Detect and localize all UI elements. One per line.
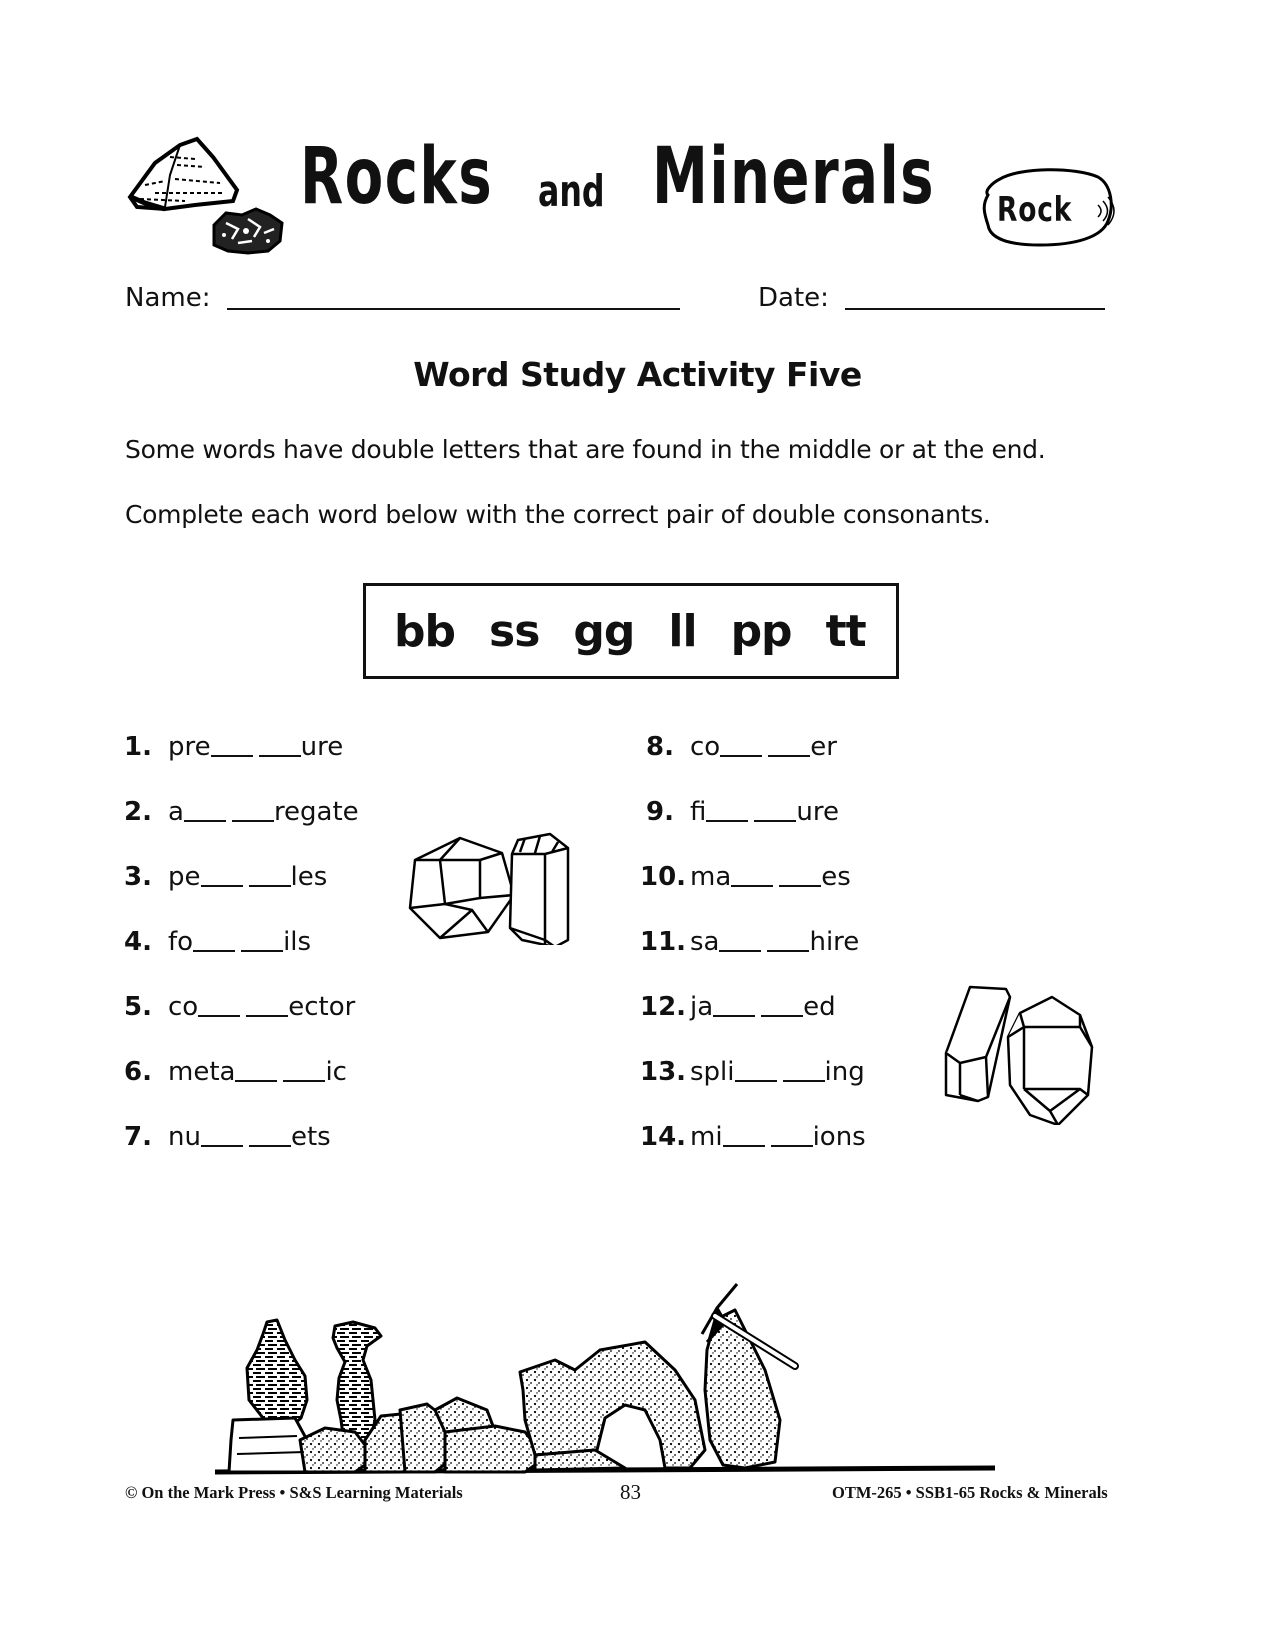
name-field[interactable] <box>227 308 680 310</box>
instruction-2: Complete each word below with the correct pair of double consonants. <box>125 500 991 529</box>
rough-rock-icon <box>208 205 286 255</box>
answer-blank[interactable] <box>735 1080 777 1082</box>
title-rocks: Rocks <box>300 132 494 222</box>
exercise-item: 3. pe les <box>124 862 328 892</box>
answer-blank[interactable] <box>761 1015 803 1017</box>
header <box>0 0 1275 260</box>
answer-blank[interactable] <box>767 950 809 952</box>
answer-blank[interactable] <box>754 820 796 822</box>
answer-blank[interactable] <box>241 950 283 952</box>
exercise-item: 9. fi ure <box>646 797 839 827</box>
exercise-item: 1. pre ure <box>124 732 344 762</box>
exercise-item: 7. nu ets <box>124 1122 331 1152</box>
page-number: 83 <box>620 1480 641 1504</box>
rock-formations-with-pickaxe-illustration <box>205 1250 1005 1480</box>
exercise-item: 14. mi ions <box>640 1122 866 1152</box>
exercise-item: 13. spli ing <box>640 1057 865 1087</box>
answer-blank[interactable] <box>259 755 301 757</box>
footer-product-code: OTM-265 • SSB1-65 Rocks & Minerals <box>832 1483 1108 1502</box>
answer-blank[interactable] <box>771 1145 813 1147</box>
answer-blank[interactable] <box>768 755 810 757</box>
answer-blank[interactable] <box>723 1145 765 1147</box>
answer-blank[interactable] <box>249 885 291 887</box>
answer-blank[interactable] <box>720 755 762 757</box>
date-field[interactable] <box>845 308 1105 310</box>
word-bank-pair: ss <box>489 605 540 657</box>
answer-blank[interactable] <box>246 1015 288 1017</box>
instruction-1: Some words have double letters that are found in the middle or at the end. <box>125 435 1046 464</box>
answer-blank[interactable] <box>201 1145 243 1147</box>
date-label: Date: <box>758 283 829 313</box>
answer-blank[interactable] <box>211 755 253 757</box>
answer-blank[interactable] <box>249 1145 291 1147</box>
word-bank-pair: pp <box>730 605 792 657</box>
answer-blank[interactable] <box>706 820 748 822</box>
exercise-item: 10. ma es <box>640 862 851 892</box>
title-minerals: Minerals <box>652 132 936 222</box>
answer-blank[interactable] <box>713 1015 755 1017</box>
word-bank-pair: tt <box>825 605 866 657</box>
footer-copyright: © On the Mark Press • S&S Learning Materials <box>125 1483 463 1502</box>
layered-rock-icon <box>125 135 245 215</box>
exercise-item: 12. ja ed <box>640 992 836 1022</box>
exercise-item: 11. sa hire <box>640 927 860 957</box>
word-bank <box>363 583 899 679</box>
answer-blank[interactable] <box>184 820 226 822</box>
answer-blank[interactable] <box>201 885 243 887</box>
answer-blank[interactable] <box>193 950 235 952</box>
answer-blank[interactable] <box>283 1080 325 1082</box>
activity-title: Word Study Activity Five <box>413 355 862 394</box>
word-bank-pair: gg <box>573 605 635 657</box>
crystal-cluster-icon <box>940 985 1095 1125</box>
answer-blank[interactable] <box>779 885 821 887</box>
answer-blank[interactable] <box>198 1015 240 1017</box>
exercise-item: 8. co er <box>646 732 837 762</box>
word-bank-pair: bb <box>394 605 455 657</box>
badge-label: Rock <box>997 190 1073 230</box>
exercise-item: 6. meta ic <box>124 1057 347 1087</box>
answer-blank[interactable] <box>719 950 761 952</box>
exercise-item: 2. a regate <box>124 797 359 827</box>
answer-blank[interactable] <box>783 1080 825 1082</box>
exercise-item: 5. co ector <box>124 992 356 1022</box>
answer-blank[interactable] <box>235 1080 277 1082</box>
answer-blank[interactable] <box>731 885 773 887</box>
exercise-item: 4. fo ils <box>124 927 312 957</box>
answer-blank[interactable] <box>232 820 274 822</box>
crystal-cluster-icon <box>400 820 575 945</box>
word-bank-pair: ll <box>668 605 697 657</box>
name-label: Name: <box>125 283 211 313</box>
title-and: and <box>538 166 605 217</box>
